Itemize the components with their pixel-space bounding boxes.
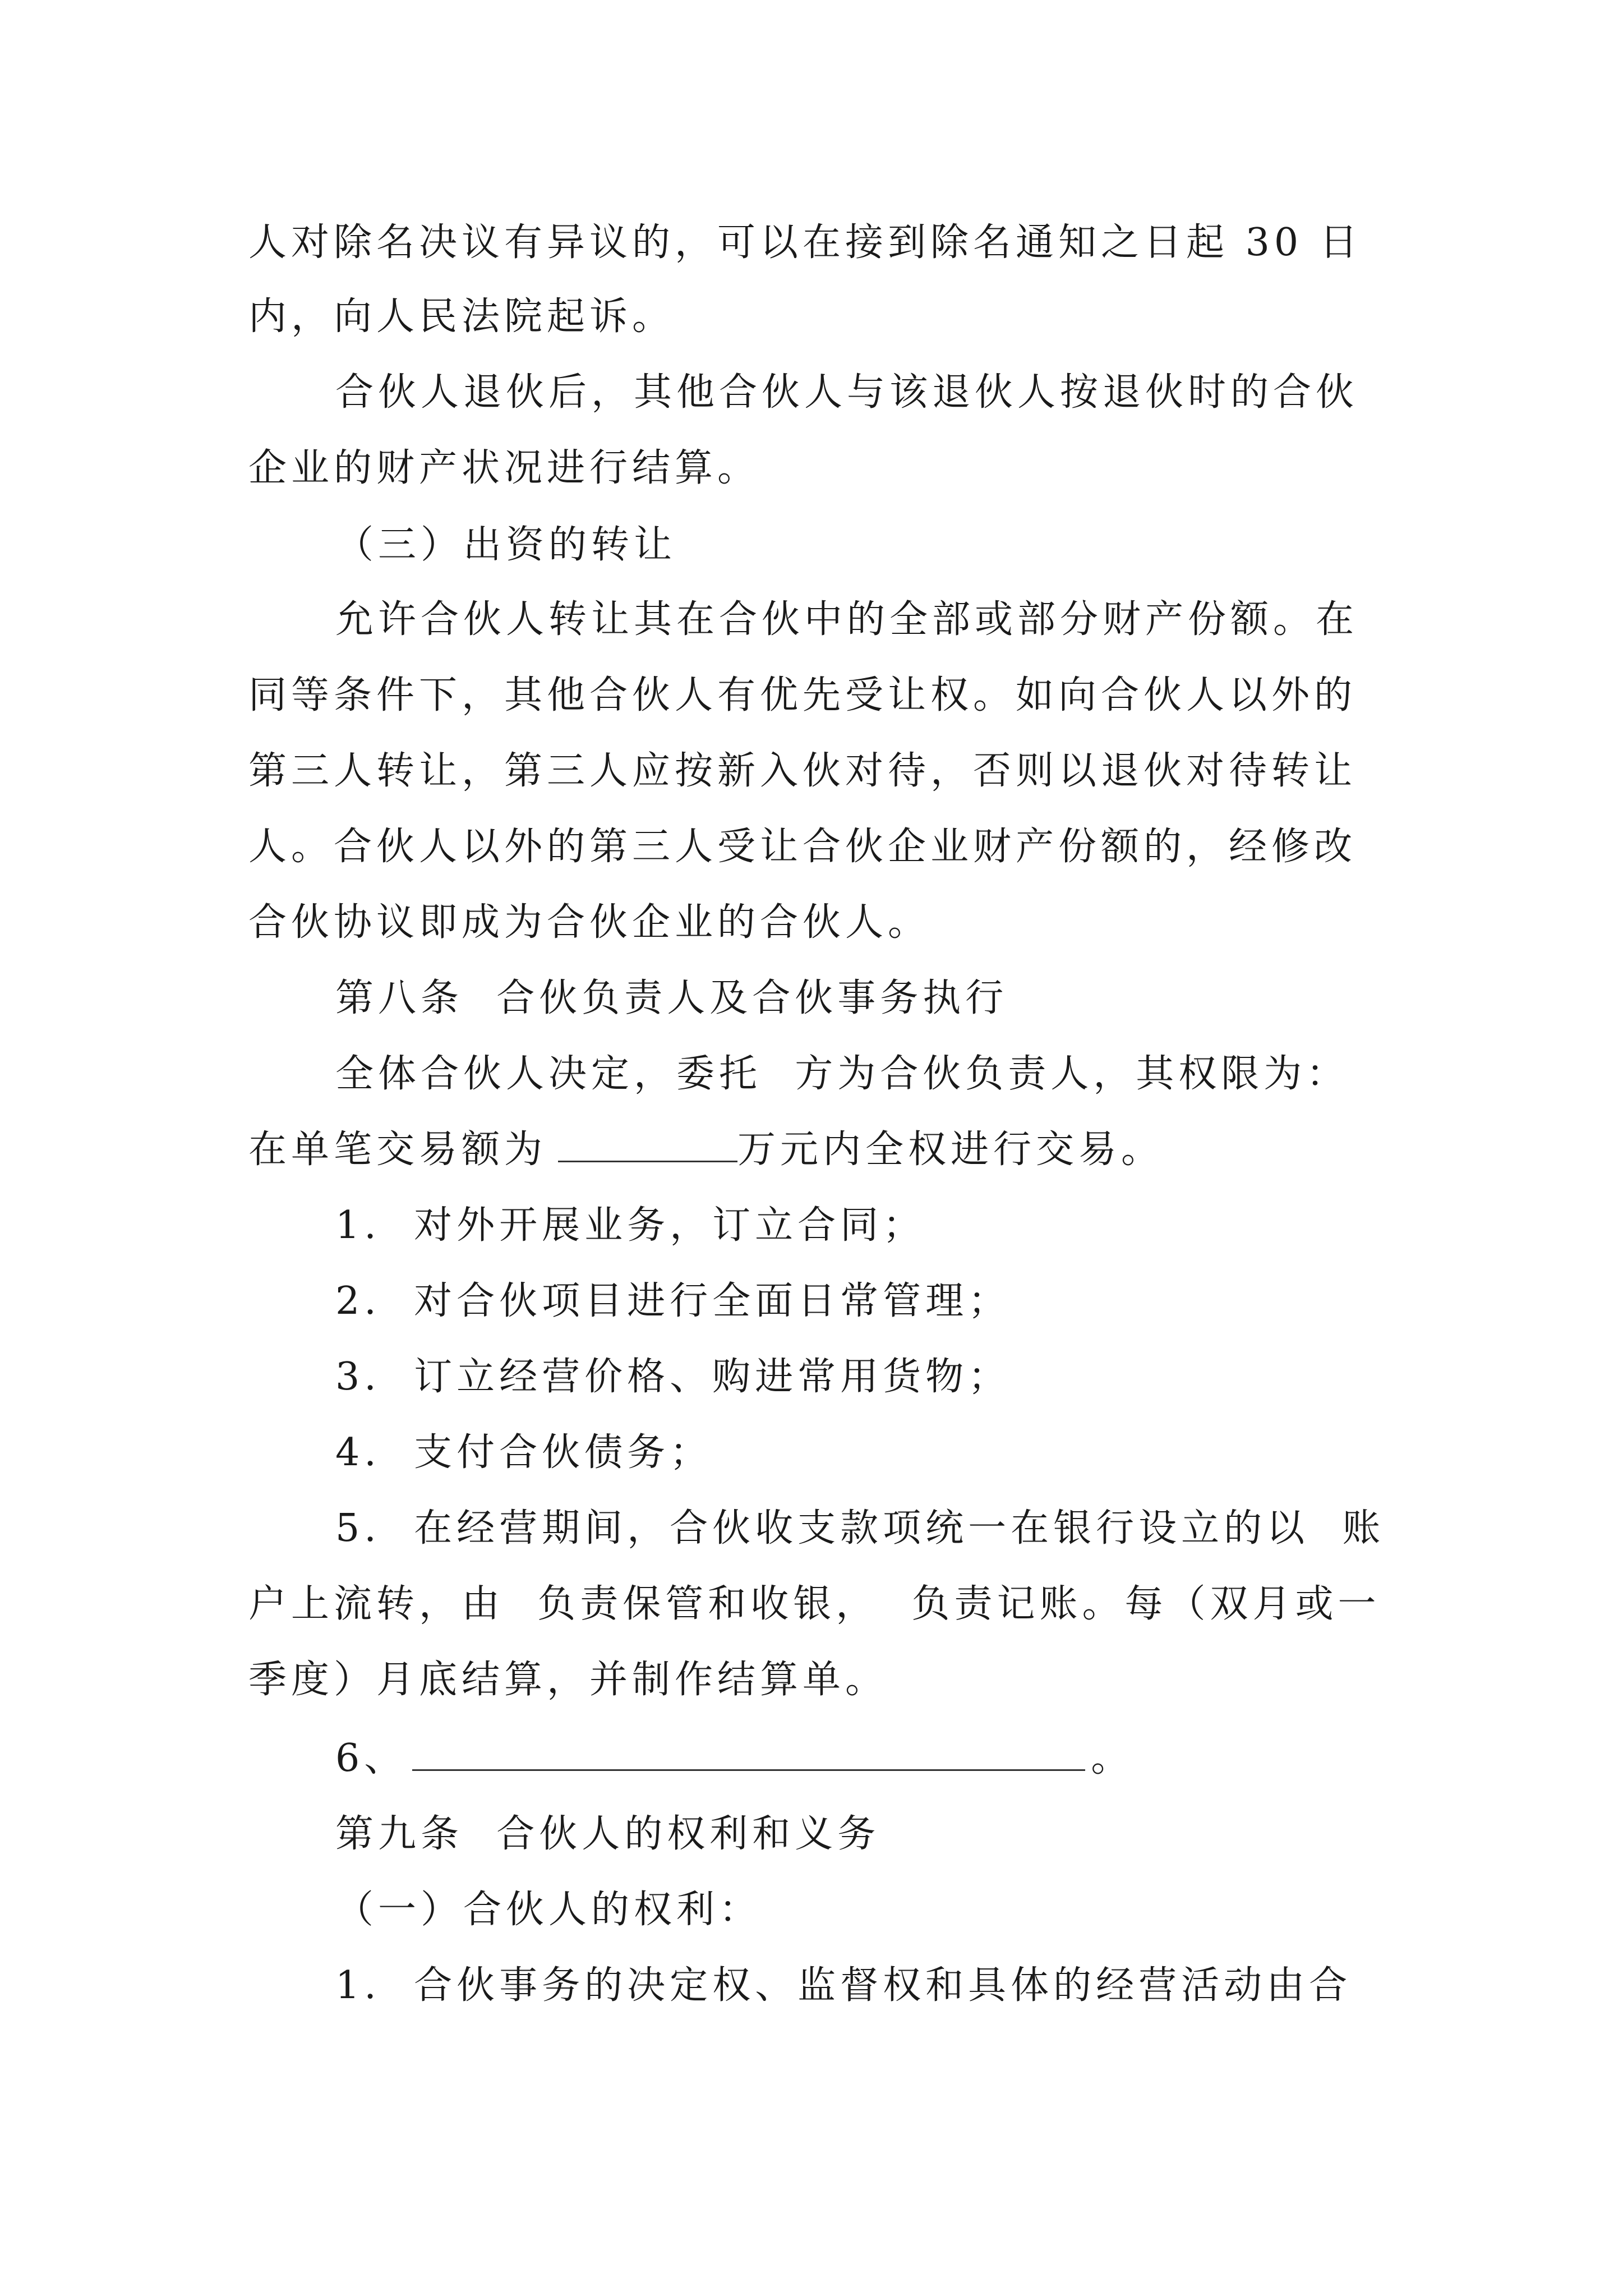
list-item: 1. 合伙事务的决定权、监督权和具体的经营活动由合: [335, 1963, 1352, 2008]
paragraph-start-line: 全体合伙人决定，委托 方为合伙负责人，其权限为：: [335, 1052, 1349, 1096]
subsection-heading: （三）出资的转让: [335, 523, 677, 567]
list-item: 2. 对合伙项目进行全面日常管理；: [335, 1279, 1011, 1323]
paragraph-start-line: 合伙人退伙后，其他合伙人与该退伙人按退伙时的合伙: [335, 370, 1359, 415]
body-text-line: 人。合伙人以外的第三人受让合伙企业财产份额的，经修改: [248, 825, 1357, 869]
body-text-line: 内，向人民法院起诉。: [248, 295, 675, 339]
body-text-line: 第三人转让，第三人应按新入伙对待，否则以退伙对待转让: [248, 749, 1357, 793]
body-text-line: 合伙协议即成为合伙企业的合伙人。: [248, 900, 931, 945]
list-item: 4. 支付合伙债务；: [335, 1430, 713, 1475]
amount-line-after: 万元内全权进行交易。: [737, 1128, 1164, 1172]
subsection-heading: （一）合伙人的权利：: [335, 1888, 762, 1932]
list-item: 1. 对外开展业务，订立合同；: [335, 1203, 926, 1248]
amount-line: [248, 1119, 1393, 1181]
item6-suffix: 。: [1091, 1736, 1134, 1780]
body-text-line: 户上流转，由 负责保管和收银， 负责记账。每（双月或一: [248, 1582, 1381, 1626]
list-item-6: [335, 1728, 1479, 1789]
body-text-line: 季度）月底结算，并制作结算单。: [248, 1658, 888, 1702]
article-heading: 第九条 合伙人的权利和义务: [335, 1812, 880, 1856]
item6-blank-field: [412, 1734, 1085, 1771]
amount-line-before: 在单笔交易额为: [248, 1128, 547, 1172]
amount-blank-field: [558, 1126, 737, 1162]
body-text-line: 同等条件下，其他合伙人有优先受让权。如向合伙人以外的: [248, 673, 1357, 717]
article-heading: 第八条 合伙负责人及合伙事务执行: [335, 976, 1008, 1020]
list-item: 5. 在经营期间，合伙收支款项统一在银行设立的以 账: [335, 1506, 1385, 1550]
body-text-line: 人对除名决议有异议的，可以在接到除名通知之日起 30 日: [248, 220, 1362, 265]
item6-prefix: 6、: [335, 1736, 407, 1780]
list-item: 3. 订立经营价格、购进常用货物；: [335, 1355, 1011, 1399]
paragraph-start-line: 允许合伙人转让其在合伙中的全部或部分财产份额。在: [335, 597, 1359, 642]
body-text-line: 企业的财产状况进行结算。: [248, 446, 760, 490]
